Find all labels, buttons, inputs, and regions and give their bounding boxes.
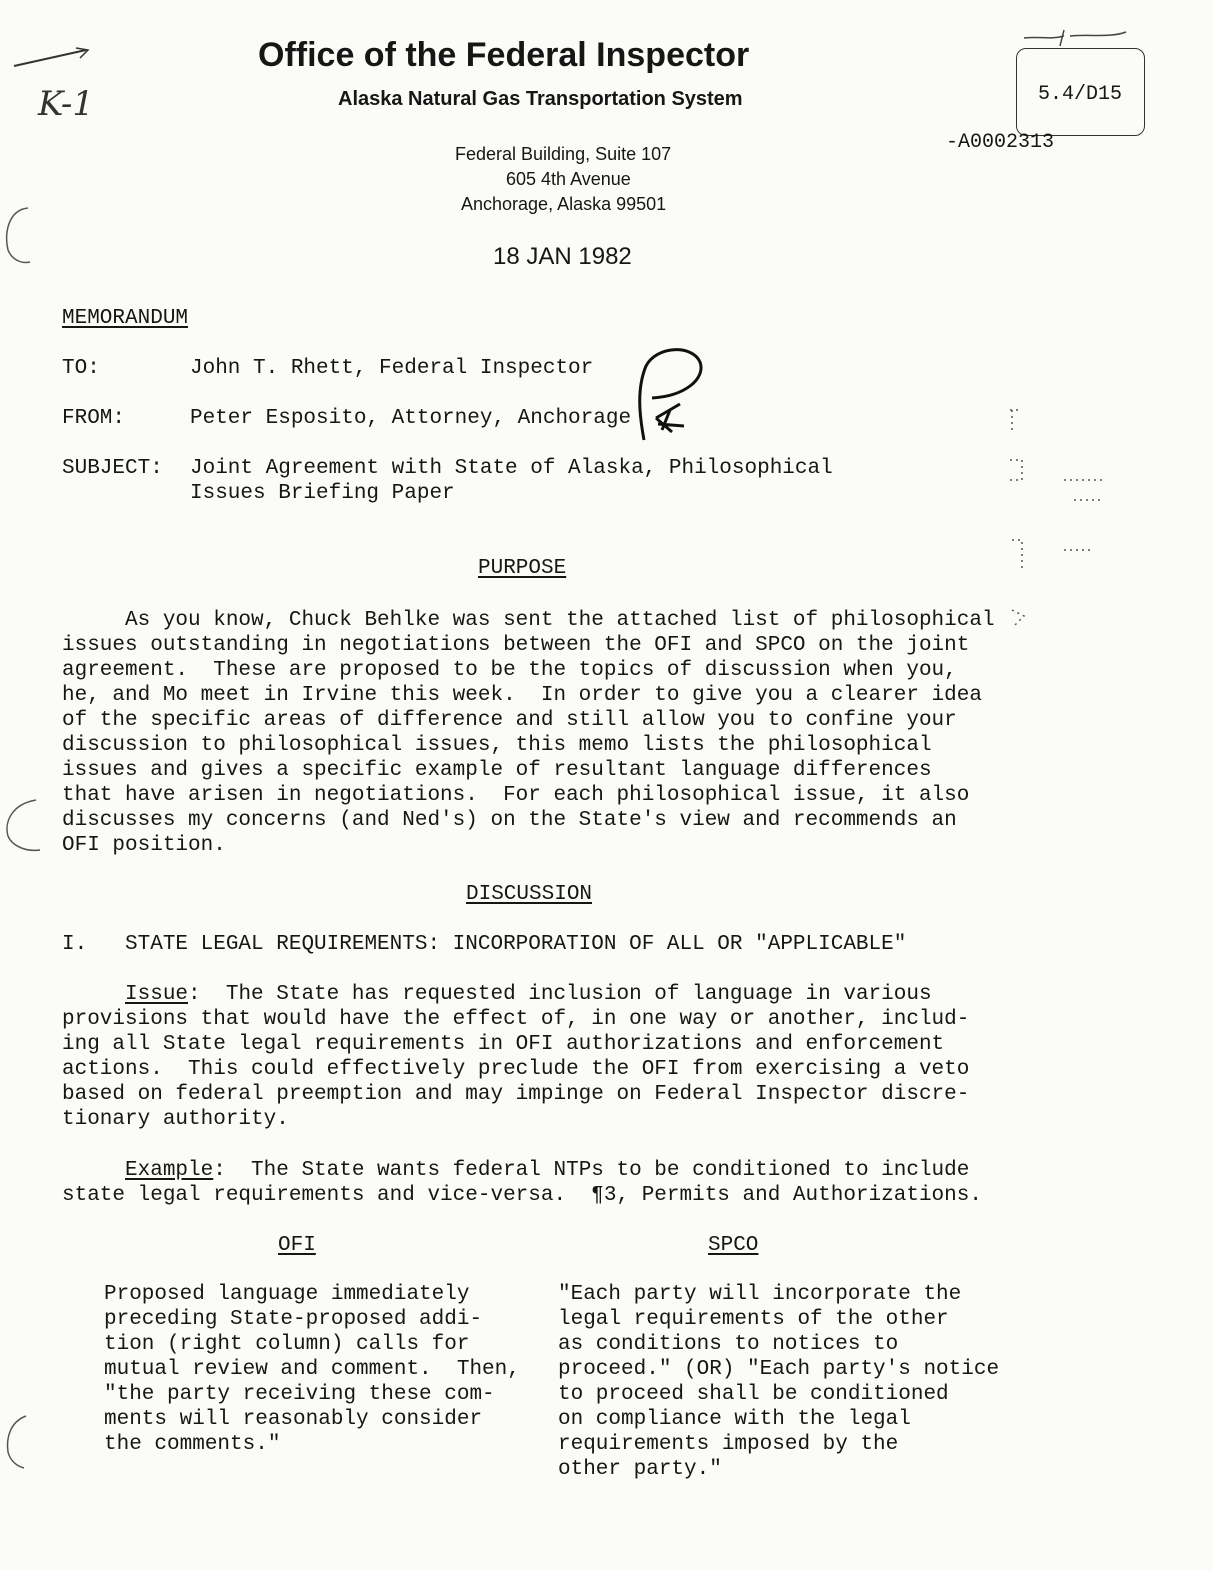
from-sender: Peter Esposito, Attorney, Anchorage xyxy=(190,407,632,430)
purpose-heading: PURPOSE xyxy=(478,557,567,580)
ofi-column-heading: OFI xyxy=(278,1234,316,1257)
address-line-3: Anchorage, Alaska 99501 xyxy=(461,194,667,214)
office-title: Office of the Federal Inspector xyxy=(258,36,750,74)
punch-hole-mark-middle xyxy=(2,796,42,856)
address-line-1: Federal Building, Suite 107 xyxy=(455,144,672,164)
subject-line-2: Issues Briefing Paper xyxy=(190,482,455,505)
section-heading: I. STATE LEGAL REQUIREMENTS: INCORPORATION OF ALL OR "APPLICABLE" xyxy=(62,933,907,956)
to-recipient: John T. Rhett, Federal Inspector xyxy=(190,357,594,380)
example-paragraph xyxy=(62,1158,982,1208)
memo-heading: MEMORANDUM xyxy=(62,307,189,330)
spco-column-text: "Each party will incorporate the legal requirements of the other as conditions to notices to proceed." (OR) "Each party's notice to proceed shall be conditioned on compliance with the legal requirements imposed by the other party." xyxy=(558,1283,1000,1481)
issue-paragraph xyxy=(62,982,969,1132)
memo-date-stamp: 18 JAN 1982 xyxy=(493,243,632,270)
file-code: 5.4/D15 xyxy=(1038,83,1123,106)
address-line-2: 605 4th Avenue xyxy=(506,169,631,189)
punch-hole-mark-top xyxy=(2,200,32,270)
example-text: : The State wants federal NTPs to be conditioned to include state legal requirements and vice-versa. ¶3, Permits and Authorizations. xyxy=(62,1159,982,1207)
spco-column-heading: SPCO xyxy=(708,1234,759,1257)
punch-hole-mark-bottom xyxy=(2,1412,32,1472)
to-label: TO: xyxy=(62,357,100,380)
document-id: -A0002313 xyxy=(946,131,1055,154)
ofi-column-text: Proposed language immediately preceding State-proposed addi- tion (right column) calls for mutual review and comment. Then, "the party receiving these com- ments will reasonably consider the comments." xyxy=(104,1283,520,1456)
purpose-paragraph: As you know, Chuck Behlke was sent the attached list of philosophical issues outstanding in negotiations between the OFI and SPCO on the joint agreement. These are proposed to be the topics of discussion when you, he, and Mo meet in Irvine this week. In order to give you a clearer idea of the specific areas of difference and still allow you to confine your discussion to philosophical issues, this memo lists the philosophical issues and gives a specific example of resultant language differences that have arisen in negotiations. For each philosophical issue, it also discusses my concerns (and Ned's) on the State's view and recommends an OFI position. xyxy=(62,609,995,857)
handwritten-annotation: K-1 xyxy=(38,84,95,124)
subject-label: SUBJECT: xyxy=(62,457,163,480)
signature-initials xyxy=(612,340,722,450)
from-label: FROM: xyxy=(62,407,126,430)
system-subtitle: Alaska Natural Gas Transportation System xyxy=(338,88,743,110)
corner-scribble xyxy=(10,44,90,74)
issue-text: : The State has requested inclusion of language in various provisions that would have the effect of, in one way or another, includ- ing all State legal requirements in OFI authorizations and enforcement actions. This could effectively preclude the OFI from exercising a veto based on federal preemption and may impinge on Federal Inspector discre- tionary authority. xyxy=(62,983,970,1131)
margin-scan-specks xyxy=(1004,400,1114,640)
discussion-heading: DISCUSSION xyxy=(466,883,593,906)
issue-label: Issue xyxy=(125,983,189,1006)
subject-line-1: Joint Agreement with State of Alaska, Philosophical xyxy=(190,457,833,480)
example-label: Example xyxy=(125,1159,214,1182)
